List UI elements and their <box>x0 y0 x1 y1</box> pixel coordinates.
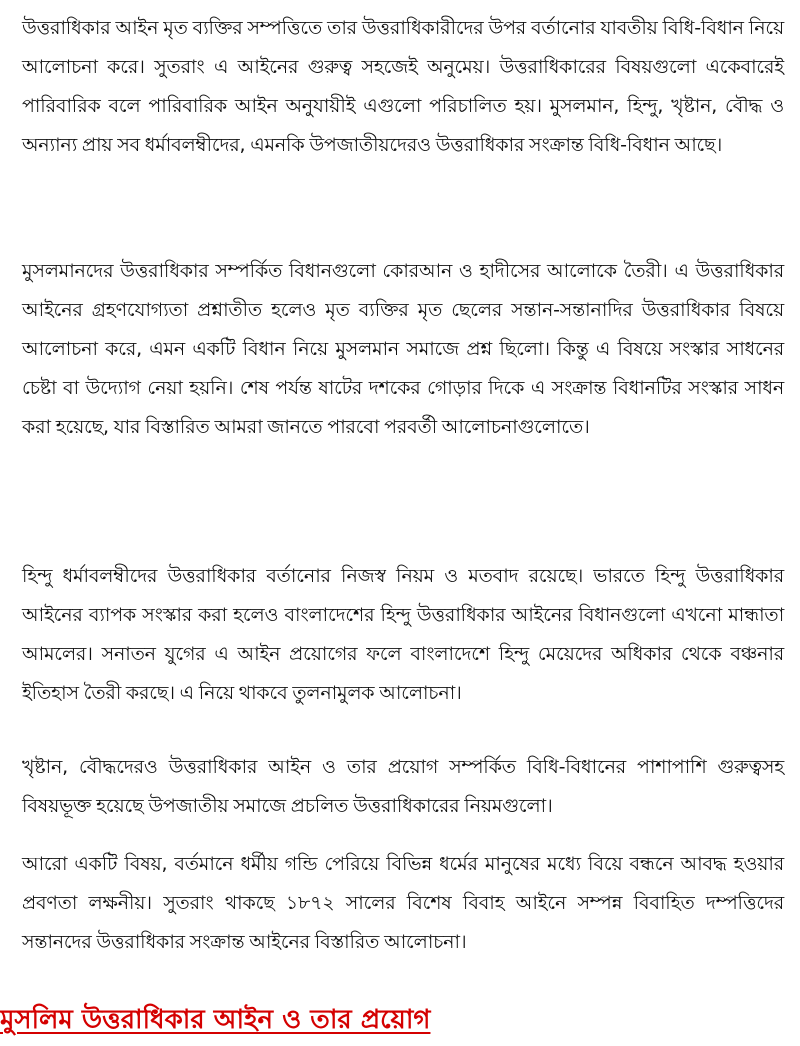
paragraph-christian-buddhist-inheritance: খৃষ্টান, বৌদ্ধদেরও উত্তরাধিকার আইন ও তার প্রয়োগ সম্পর্কিত বিধি-বিধানের পাশাপাশি গুরুত্বসহ বিষয়ভূক্ত হয়েছে উপজাতীয় সমাজে প্রচলিত উত্তরাধিকারের নিয়মগুলো। <box>22 756 784 817</box>
paragraph-intro: উত্তরাধিকার আইন মৃত ব্যক্তির সম্পত্তিতে তার উত্তরাধিকারীদের উপর বর্তানোর যাবতীয় বিধি-বিধান নিয়ে আলোচনা করে। সুতরাং এ আইনের গুরুত্ব সহজেই অনুমেয়। উত্তরাধিকারের বিষয়গুলো একেবারেই পারিবারিক বলে পারিবারিক আইন অনুযায়ীই এগুলো পরিচালিত হয়। মুসলমান, হিন্দু, খৃষ্টান, বৌদ্ধ ও অন্যান্য প্রায় সব ধর্মাবলম্বীদের, এমনকি উপজাতীয়দেরও উত্তরাধিকার সংক্রান্ত বিধি-বিধান আছে। <box>22 17 784 156</box>
paragraph-special-marriage-act: আরো একটি বিষয়, বর্তমানে ধর্মীয় গন্ডি পেরিয়ে বিভিন্ন ধর্মের মানুষের মধ্যে বিয়ে বন্ধনে আবদ্ধ হওয়ার প্রবণতা লক্ষনীয়। সুতরাং থাকছে ১৮৭২ সালের বিশেষ বিবাহ আইনে সম্পন্ন বিবাহিত দম্পত্তিদের সন্তানদের উত্তরাধিকার সংক্রান্ত আইনের বিস্তারিত আলোচনা। <box>22 853 784 953</box>
paragraph-muslim-inheritance: মুসলমানদের উত্তরাধিকার সম্পর্কিত বিধানগুলো কোরআন ও হাদীসের আলোকে তৈরী। এ উত্তরাধিকার আইনের গ্রহণযোগ্যতা প্রশ্নাতীত হলেও মৃত ব্যক্তির মৃত ছেলের সন্তান-সন্তানাদির উত্তরাধিকার বিষয়ে আলোচনা করে, এমন একটি বিধান নিয়ে মুসলমান সমাজে প্রশ্ন ছিলো। কিন্তু এ বিষয়ে সংস্কার সাধনের চেষ্টা বা উদ্যোগ নেয়া হয়নি। শেষ পর্যন্ত ষাটের দশকের গোড়ার দিকে এ সংক্রান্ত বিধানটির সংস্কার সাধন করা হয়েছে, যার বিস্তারিত আমরা জানতে পারবো পরবর্তী আলোচনাগুলোতে। <box>22 260 784 438</box>
section-heading: মুসলিম উত্তরাধিকার আইন ও তার প্রয়োগ <box>0 1005 431 1035</box>
paragraph-hindu-inheritance: হিন্দু ধর্মাবলম্বীদের উত্তরাধিকার বর্তানোর নিজস্ব নিয়ম ও মতবাদ রয়েছে। ভারতে হিন্দু উত্তরাধিকার আইনের ব্যাপক সংস্কার করা হলেও বাংলাদেশের হিন্দু উত্তরাধিকার আইনের বিধানগুলো এখনো মান্ধাতা আমলের। সনাতন যুগের এ আইন প্রয়োগের ফলে বাংলাদেশে হিন্দু মেয়েদের অধিকার থেকে বঞ্চনার ইতিহাস তৈরী করছে। এ নিয়ে থাকবে তুলনামুলক আলোচনা। <box>22 565 784 704</box>
